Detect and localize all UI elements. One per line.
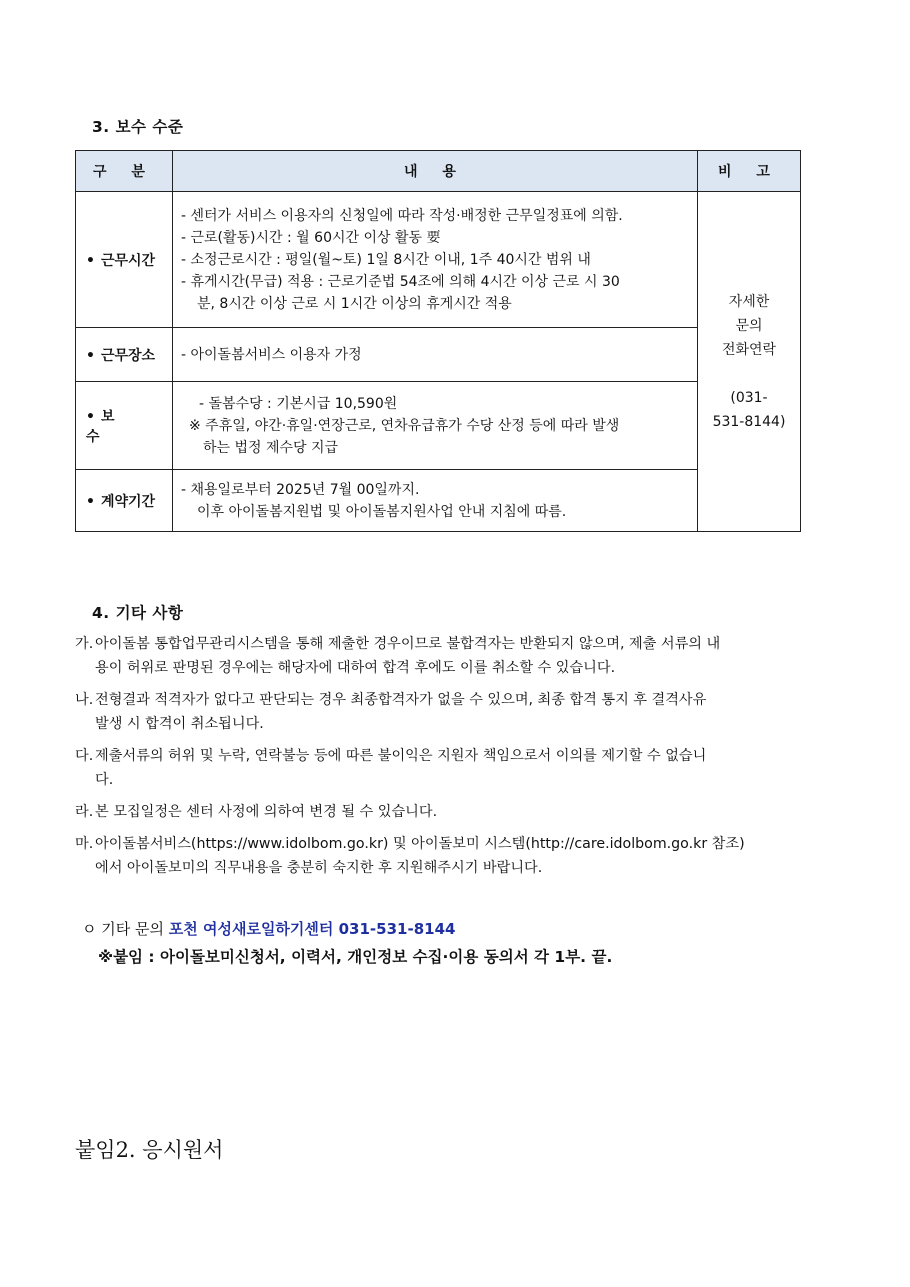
list-item: 마. 아이돌봄서비스(https://www.idolbom.go.kr) 및 아이돌보미 시스템(http://care.idolbom.go.kr 참조) 에서 아이돌보미의 직무내용을 충분히 숙지한 후 지원해주시기 바랍니다. [75,836,745,876]
row-content: - 돌봄수당 : 기본시급 10,590원 ※ 주휴일, 야간·휴일·연장근로, 연차유급휴가 수당 산정 등에 따라 발생 하는 법정 제수당 지급 [173,382,698,470]
row-category: • 보 수 [76,382,173,470]
attachment-note: ※붙임 : 아이돌보미신청서, 이력서, 개인정보 수집·이용 동의서 각 1부. 끝. [98,948,613,966]
pay-table-header [76,151,801,192]
header-note: 비 고 [698,151,801,192]
table-row [76,328,801,382]
appendix-title: 붙임2. 응시원서 [75,1138,224,1162]
row-content: - 채용일로부터 2025년 7월 00일까지. 이후 아이돌봄지원법 및 아이돌봄지원사업 안내 지침에 따름. [173,470,698,532]
etc-list [75,632,845,888]
row-content: - 센터가 서비스 이용자의 신청일에 따라 작성·배정한 근무일정표에 의함. - 근로(활동)시간 : 월 60시간 이상 활동 要 - 소정근로시간 : 평일(월~토) 1일 8시간 이내, 1주 40시간 범위 내 - 휴게시간(무급) 적용 : 근로기준법 54조에 의해 4시간 이상 근로 시 30 분, 8시간 이상 근로 시 1시간 이상의 휴게시간 적용 [173,192,698,328]
row-content: - 아이돌봄서비스 이용자 가정 [173,328,698,382]
list-item: 나. 전형결과 적격자가 없다고 판단되는 경우 최종합격자가 없을 수 있으며, 최종 합격 통지 후 결격사유 발생 시 합격이 취소됩니다. [75,692,707,732]
row-category: • 근무시간 [76,192,173,328]
list-item: 다. 제출서류의 허위 및 누락, 연락불능 등에 따른 불이익은 지원자 책임으로서 이의를 제기할 수 없습니 다. [75,748,707,788]
table-row [76,192,801,328]
contact-prefix: ㅇ 기타 문의 [82,920,164,938]
list-item: 라. 본 모집일정은 센터 사정에 의하여 변경 될 수 있습니다. [75,804,438,820]
header-content: 내 용 [173,151,698,192]
table-row [76,382,801,470]
list-item: 가. 아이돌봄 통합업무관리시스템을 통해 제출한 경우이므로 불합격자는 반환되지 않으며, 제출 서류의 내 용이 허위로 판명된 경우에는 해당자에 대하여 합격 후에도 이를 취소할 수 있습니다. [75,636,721,676]
row-category: • 근무장소 [76,328,173,382]
table-row [76,470,801,532]
contact-line [82,918,455,939]
pay-table [75,150,801,532]
section3-title: 3. 보수 수준 [92,118,184,136]
row-category: • 계약기간 [76,470,173,532]
contact-center: 포천 여성새로일하기센터 031-531-8144 [168,920,456,938]
header-category: 구 분 [76,151,173,192]
section4-title: 4. 기타 사항 [92,604,184,622]
note-cell: 자세한 문의 전화연락 (031- 531-8144) [698,192,801,532]
